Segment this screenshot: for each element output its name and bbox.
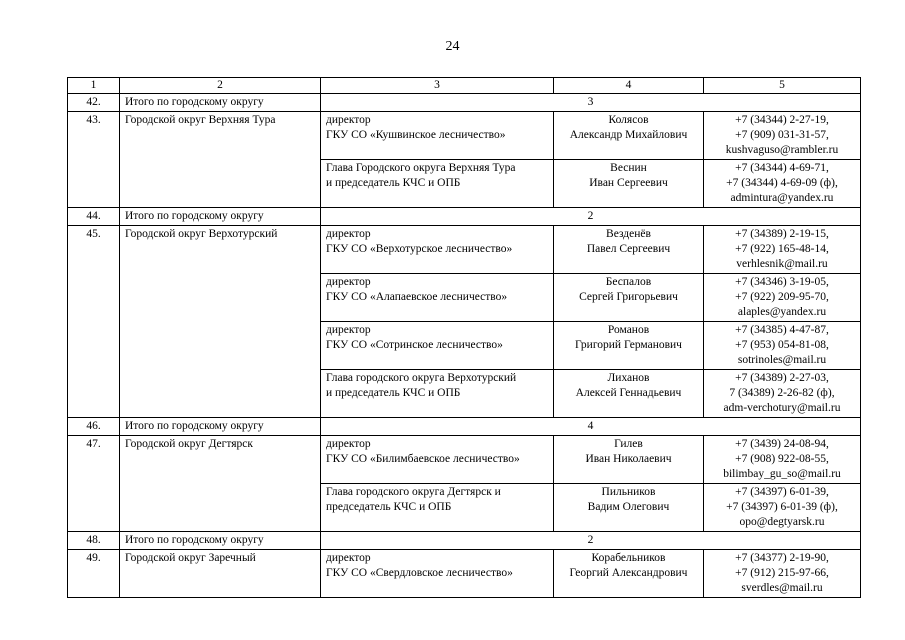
person-cell bbox=[554, 274, 704, 322]
cell-line: adm-verchotury@mail.ru bbox=[723, 402, 841, 414]
cell-line: Александр Михайлович bbox=[569, 129, 688, 141]
cell-line: +7 (908) 922-08-55, bbox=[735, 453, 829, 465]
row-number: 42. bbox=[68, 94, 120, 112]
total-row bbox=[68, 532, 861, 550]
cell-line: +7 (34344) 4-69-09 (ф), bbox=[726, 177, 838, 189]
column-header: 5 bbox=[704, 78, 861, 94]
cell-line: sotrinoles@mail.ru bbox=[737, 354, 827, 366]
cell-line: Лиханов bbox=[607, 372, 650, 384]
contacts-cell bbox=[704, 160, 861, 208]
total-row bbox=[68, 418, 861, 436]
cell-line: +7 (34344) 4-69-71, bbox=[735, 162, 829, 174]
cell-line: директор bbox=[326, 438, 371, 450]
cell-line: +7 (34344) 2-27-19, bbox=[735, 114, 829, 126]
person-cell bbox=[554, 226, 704, 274]
cell-line: Глава городского округа Верхотурский bbox=[326, 372, 517, 384]
page-number: 24 bbox=[445, 39, 460, 54]
cell-line: Гилев bbox=[614, 438, 643, 450]
person-cell bbox=[554, 160, 704, 208]
position-cell bbox=[321, 274, 554, 322]
column-header: 1 bbox=[68, 78, 120, 94]
row-number: 45. bbox=[68, 226, 120, 418]
person-cell bbox=[554, 484, 704, 532]
cell-line: Веснин bbox=[610, 162, 647, 174]
cell-line: Иван Николаевич bbox=[585, 453, 672, 465]
cell-line: Сергей Григорьевич bbox=[579, 291, 678, 303]
cell-line: +7 (909) 031-31-57, bbox=[735, 129, 829, 141]
cell-line: ГКУ СО «Билимбаевское лесничество» bbox=[326, 453, 520, 465]
row-number: 43. bbox=[68, 112, 120, 208]
municipality-name: Итого по городскому округу bbox=[120, 208, 321, 226]
cell-line: Алексей Геннадьевич bbox=[575, 387, 682, 399]
cell-line: bilimbay_gu_so@mail.ru bbox=[723, 468, 841, 480]
contacts-cell bbox=[704, 436, 861, 484]
cell-line: ГКУ СО «Верхотурское лесничество» bbox=[326, 243, 513, 255]
contacts-table bbox=[67, 77, 861, 598]
contacts-cell bbox=[704, 484, 861, 532]
cell-line: +7 (34397) 6-01-39 (ф), bbox=[726, 501, 838, 513]
cell-line: opo@degtyarsk.ru bbox=[739, 516, 825, 528]
cell-line: kushvaguso@rambler.ru bbox=[725, 144, 839, 156]
cell-line: директор bbox=[326, 324, 371, 336]
table-row bbox=[68, 436, 861, 484]
municipality-name: Итого по городскому округу bbox=[120, 532, 321, 550]
total-count: 4 bbox=[321, 418, 861, 436]
cell-line: +7 (34389) 2-19-15, bbox=[735, 228, 829, 240]
cell-line: +7 (3439) 24-08-94, bbox=[735, 438, 829, 450]
cell-line: verhlesnik@mail.ru bbox=[736, 258, 828, 270]
cell-line: +7 (922) 165-48-14, bbox=[735, 243, 829, 255]
cell-line: sverdles@mail.ru bbox=[741, 582, 823, 594]
person-cell bbox=[554, 370, 704, 418]
cell-line: председатель КЧС и ОПБ bbox=[326, 501, 452, 513]
column-header: 4 bbox=[554, 78, 704, 94]
position-cell bbox=[321, 160, 554, 208]
total-row bbox=[68, 208, 861, 226]
position-cell bbox=[321, 370, 554, 418]
cell-line: ГКУ СО «Сотринское лесничество» bbox=[326, 339, 503, 351]
row-number: 49. bbox=[68, 550, 120, 598]
person-cell bbox=[554, 550, 704, 598]
person-cell bbox=[554, 322, 704, 370]
cell-line: ГКУ СО «Свердловское лесничество» bbox=[326, 567, 513, 579]
total-count: 3 bbox=[321, 94, 861, 112]
cell-line: alaples@yandex.ru bbox=[737, 306, 827, 318]
municipality-name: Городской округ Верхотурский bbox=[120, 226, 321, 418]
contacts-cell bbox=[704, 274, 861, 322]
cell-line: директор bbox=[326, 276, 371, 288]
cell-line: Корабельников bbox=[591, 552, 666, 564]
cell-line: Вадим Олегович bbox=[587, 501, 670, 513]
row-number: 47. bbox=[68, 436, 120, 532]
contacts-cell bbox=[704, 322, 861, 370]
table-row bbox=[68, 550, 861, 598]
cell-line: Глава Городского округа Верхняя Тура bbox=[326, 162, 516, 174]
cell-line: +7 (34377) 2-19-90, bbox=[735, 552, 829, 564]
cell-line: Павел Сергеевич bbox=[586, 243, 671, 255]
contacts-cell bbox=[704, 112, 861, 160]
position-cell bbox=[321, 112, 554, 160]
contacts-cell bbox=[704, 226, 861, 274]
cell-line: директор bbox=[326, 114, 371, 126]
cell-line: Пильников bbox=[601, 486, 656, 498]
cell-line: Беспалов bbox=[605, 276, 652, 288]
cell-line: Иван Сергеевич bbox=[589, 177, 668, 189]
position-cell bbox=[321, 226, 554, 274]
contacts-cell bbox=[704, 550, 861, 598]
position-cell bbox=[321, 550, 554, 598]
column-header: 2 bbox=[120, 78, 321, 94]
position-cell bbox=[321, 436, 554, 484]
person-cell bbox=[554, 112, 704, 160]
municipality-name: Итого по городскому округу bbox=[120, 94, 321, 112]
cell-line: и председатель КЧС и ОПБ bbox=[326, 387, 461, 399]
cell-line: +7 (912) 215-97-66, bbox=[735, 567, 829, 579]
municipality-name: Городской округ Дегтярск bbox=[120, 436, 321, 532]
municipality-name: Итого по городскому округу bbox=[120, 418, 321, 436]
table-row bbox=[68, 112, 861, 160]
total-row bbox=[68, 94, 861, 112]
cell-line: Глава городского округа Дегтярск и bbox=[326, 486, 501, 498]
cell-line: директор bbox=[326, 228, 371, 240]
total-count: 2 bbox=[321, 208, 861, 226]
total-count: 2 bbox=[321, 532, 861, 550]
cell-line: Григорий Германович bbox=[575, 339, 682, 351]
contacts-cell bbox=[704, 370, 861, 418]
position-cell bbox=[321, 484, 554, 532]
municipality-name: Городской округ Заречный bbox=[120, 550, 321, 598]
cell-line: +7 (922) 209-95-70, bbox=[735, 291, 829, 303]
cell-line: и председатель КЧС и ОПБ bbox=[326, 177, 461, 189]
cell-line: +7 (34389) 2-27-03, bbox=[735, 372, 829, 384]
row-number: 44. bbox=[68, 208, 120, 226]
cell-line: ГКУ СО «Алапаевское лесничество» bbox=[326, 291, 508, 303]
row-number: 48. bbox=[68, 532, 120, 550]
cell-line: +7 (34397) 6-01-39, bbox=[735, 486, 829, 498]
cell-line: Везденёв bbox=[606, 228, 651, 240]
cell-line: ГКУ СО «Кушвинское лесничество» bbox=[326, 129, 506, 141]
cell-line: +7 (34385) 4-47-87, bbox=[735, 324, 829, 336]
cell-line: Колясов bbox=[608, 114, 649, 126]
cell-line: +7 (34346) 3-19-05, bbox=[735, 276, 829, 288]
position-cell bbox=[321, 322, 554, 370]
row-number: 46. bbox=[68, 418, 120, 436]
cell-line: Георгий Александрович bbox=[569, 567, 688, 579]
cell-line: директор bbox=[326, 552, 371, 564]
table-row bbox=[68, 226, 861, 274]
header-row bbox=[68, 78, 861, 94]
cell-line: +7 (953) 054-81-08, bbox=[735, 339, 829, 351]
cell-line: admintura@yandex.ru bbox=[730, 192, 834, 204]
person-cell bbox=[554, 436, 704, 484]
column-header: 3 bbox=[321, 78, 554, 94]
cell-line: Романов bbox=[607, 324, 650, 336]
municipality-name: Городской округ Верхняя Тура bbox=[120, 112, 321, 208]
cell-line: 7 (34389) 2-26-82 (ф), bbox=[729, 387, 835, 399]
